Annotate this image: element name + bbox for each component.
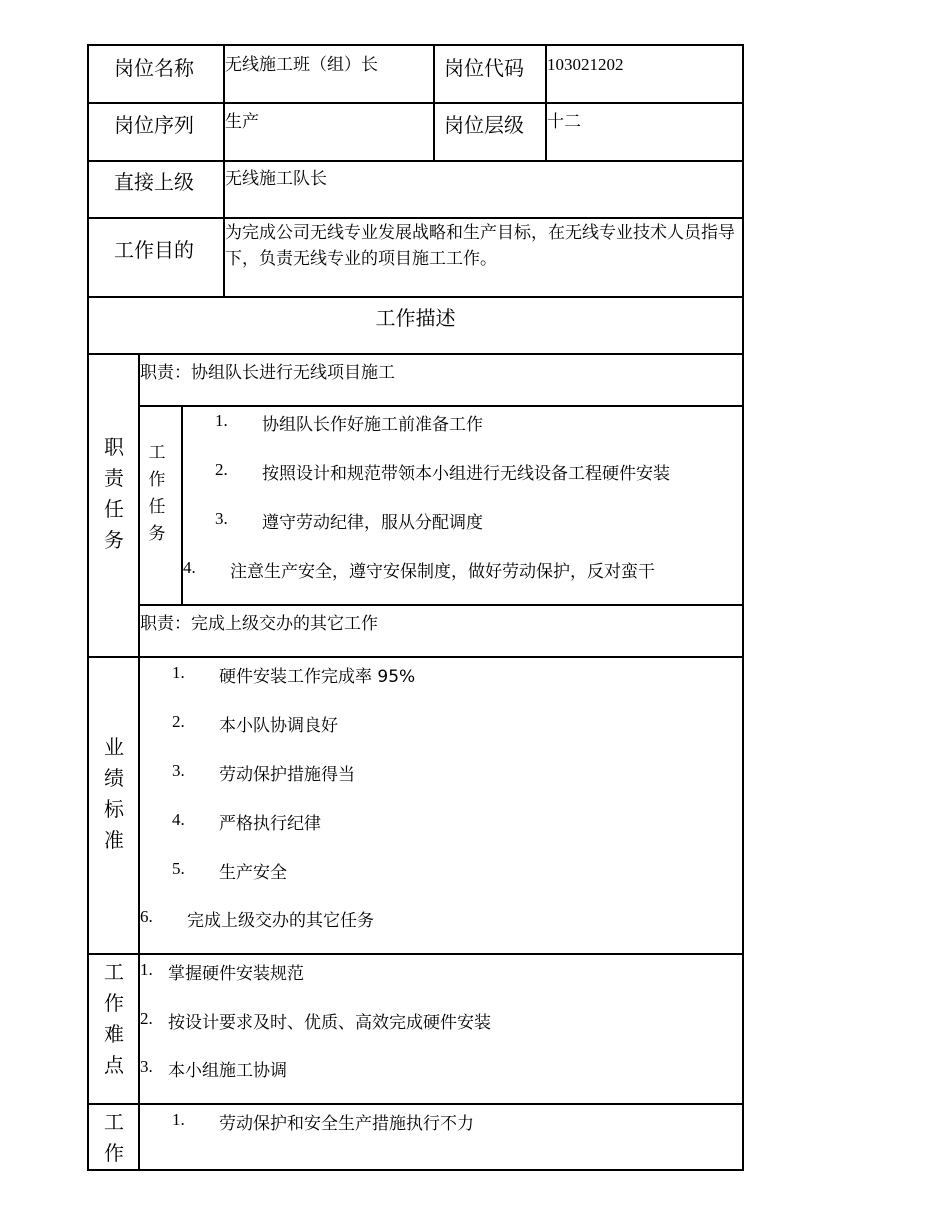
rule xyxy=(87,656,744,658)
rule xyxy=(87,44,89,1171)
performance-number: 4. xyxy=(172,810,185,829)
performance-text: 硬件安装工作完成率 95% xyxy=(219,667,416,687)
rule xyxy=(87,160,744,162)
position-level-label: 岗位层级 xyxy=(444,113,524,137)
risk-text: 劳动保护和安全生产措施执行不力 xyxy=(219,1114,474,1134)
difficulty-text: 按设计要求及时、优质、高效完成硬件安装 xyxy=(168,1013,491,1033)
task-number: 4. xyxy=(183,558,196,577)
risks-side-label: 工 作 xyxy=(104,1110,124,1165)
performance-number: 2. xyxy=(172,712,185,731)
tasks-side-label: 工 作 任 务 xyxy=(148,443,166,544)
rule xyxy=(138,405,744,407)
rule xyxy=(87,217,744,219)
performance-text: 严格执行纪律 xyxy=(219,814,321,834)
position-series-label: 岗位序列 xyxy=(114,113,194,137)
duty-1: 职责：协组队长进行无线项目施工 xyxy=(140,363,395,383)
performance-number: 5. xyxy=(172,859,185,878)
task-text: 按照设计和规范带领本小组进行无线设备工程硬件安装 xyxy=(262,464,670,484)
performance-text: 生产安全 xyxy=(219,863,287,883)
task-text: 注意生产安全，遵守安保制度，做好劳动保护，反对蛮干 xyxy=(230,562,655,582)
risk-number: 1. xyxy=(172,1110,185,1129)
task-number: 2. xyxy=(215,460,228,479)
task-text: 协组队长作好施工前准备工作 xyxy=(262,415,483,435)
performance-number: 3. xyxy=(172,761,185,780)
difficulty-number: 1. xyxy=(140,960,153,979)
duty-2: 职责：完成上级交办的其它工作 xyxy=(140,614,378,634)
duties-side-label: 职 责 任 务 xyxy=(104,435,124,552)
difficulty-number: 2. xyxy=(140,1009,153,1028)
difficulty-number: 3. xyxy=(140,1057,153,1076)
supervisor-value: 无线施工队长 xyxy=(225,169,327,189)
rule xyxy=(138,353,140,1171)
performance-text: 完成上级交办的其它任务 xyxy=(187,911,374,931)
performance-number: 1. xyxy=(172,663,185,682)
performance-number: 6. xyxy=(140,907,153,926)
rule xyxy=(87,1169,744,1171)
performance-text: 劳动保护措施得当 xyxy=(219,765,355,785)
difficulty-text: 掌握硬件安装规范 xyxy=(168,964,304,984)
task-number: 1. xyxy=(215,411,228,430)
rule xyxy=(87,1103,744,1105)
position-level-value: 十二 xyxy=(547,112,581,132)
rule xyxy=(433,44,435,162)
difficulty-text: 本小组施工协调 xyxy=(168,1061,287,1081)
task-number: 3. xyxy=(215,509,228,528)
difficulties-side-label: 工 作 难 点 xyxy=(104,960,124,1077)
rule xyxy=(87,353,744,355)
position-name-label: 岗位名称 xyxy=(114,56,194,80)
rule xyxy=(742,44,744,1171)
rule xyxy=(87,953,744,955)
performance-side-label: 业 绩 标 准 xyxy=(104,735,124,852)
position-code-label: 岗位代码 xyxy=(444,56,524,80)
rule xyxy=(138,604,744,606)
purpose-value: 为完成公司无线专业发展战略和生产目标，在无线专业技术人员指导下，负责无线专业的项目施工工作。 xyxy=(225,223,735,269)
position-series-value: 生产 xyxy=(225,112,259,132)
position-name-value: 无线施工班（组）长 xyxy=(225,55,378,75)
rule xyxy=(87,44,744,46)
work-description-title: 工作描述 xyxy=(375,306,456,330)
purpose-label: 工作目的 xyxy=(114,238,194,262)
rule xyxy=(87,102,744,104)
task-text: 遵守劳动纪律，服从分配调度 xyxy=(262,513,483,533)
rule xyxy=(87,296,744,298)
supervisor-label: 直接上级 xyxy=(114,170,194,194)
performance-text: 本小队协调良好 xyxy=(219,716,338,736)
position-code-value: 103021202 xyxy=(547,55,624,74)
